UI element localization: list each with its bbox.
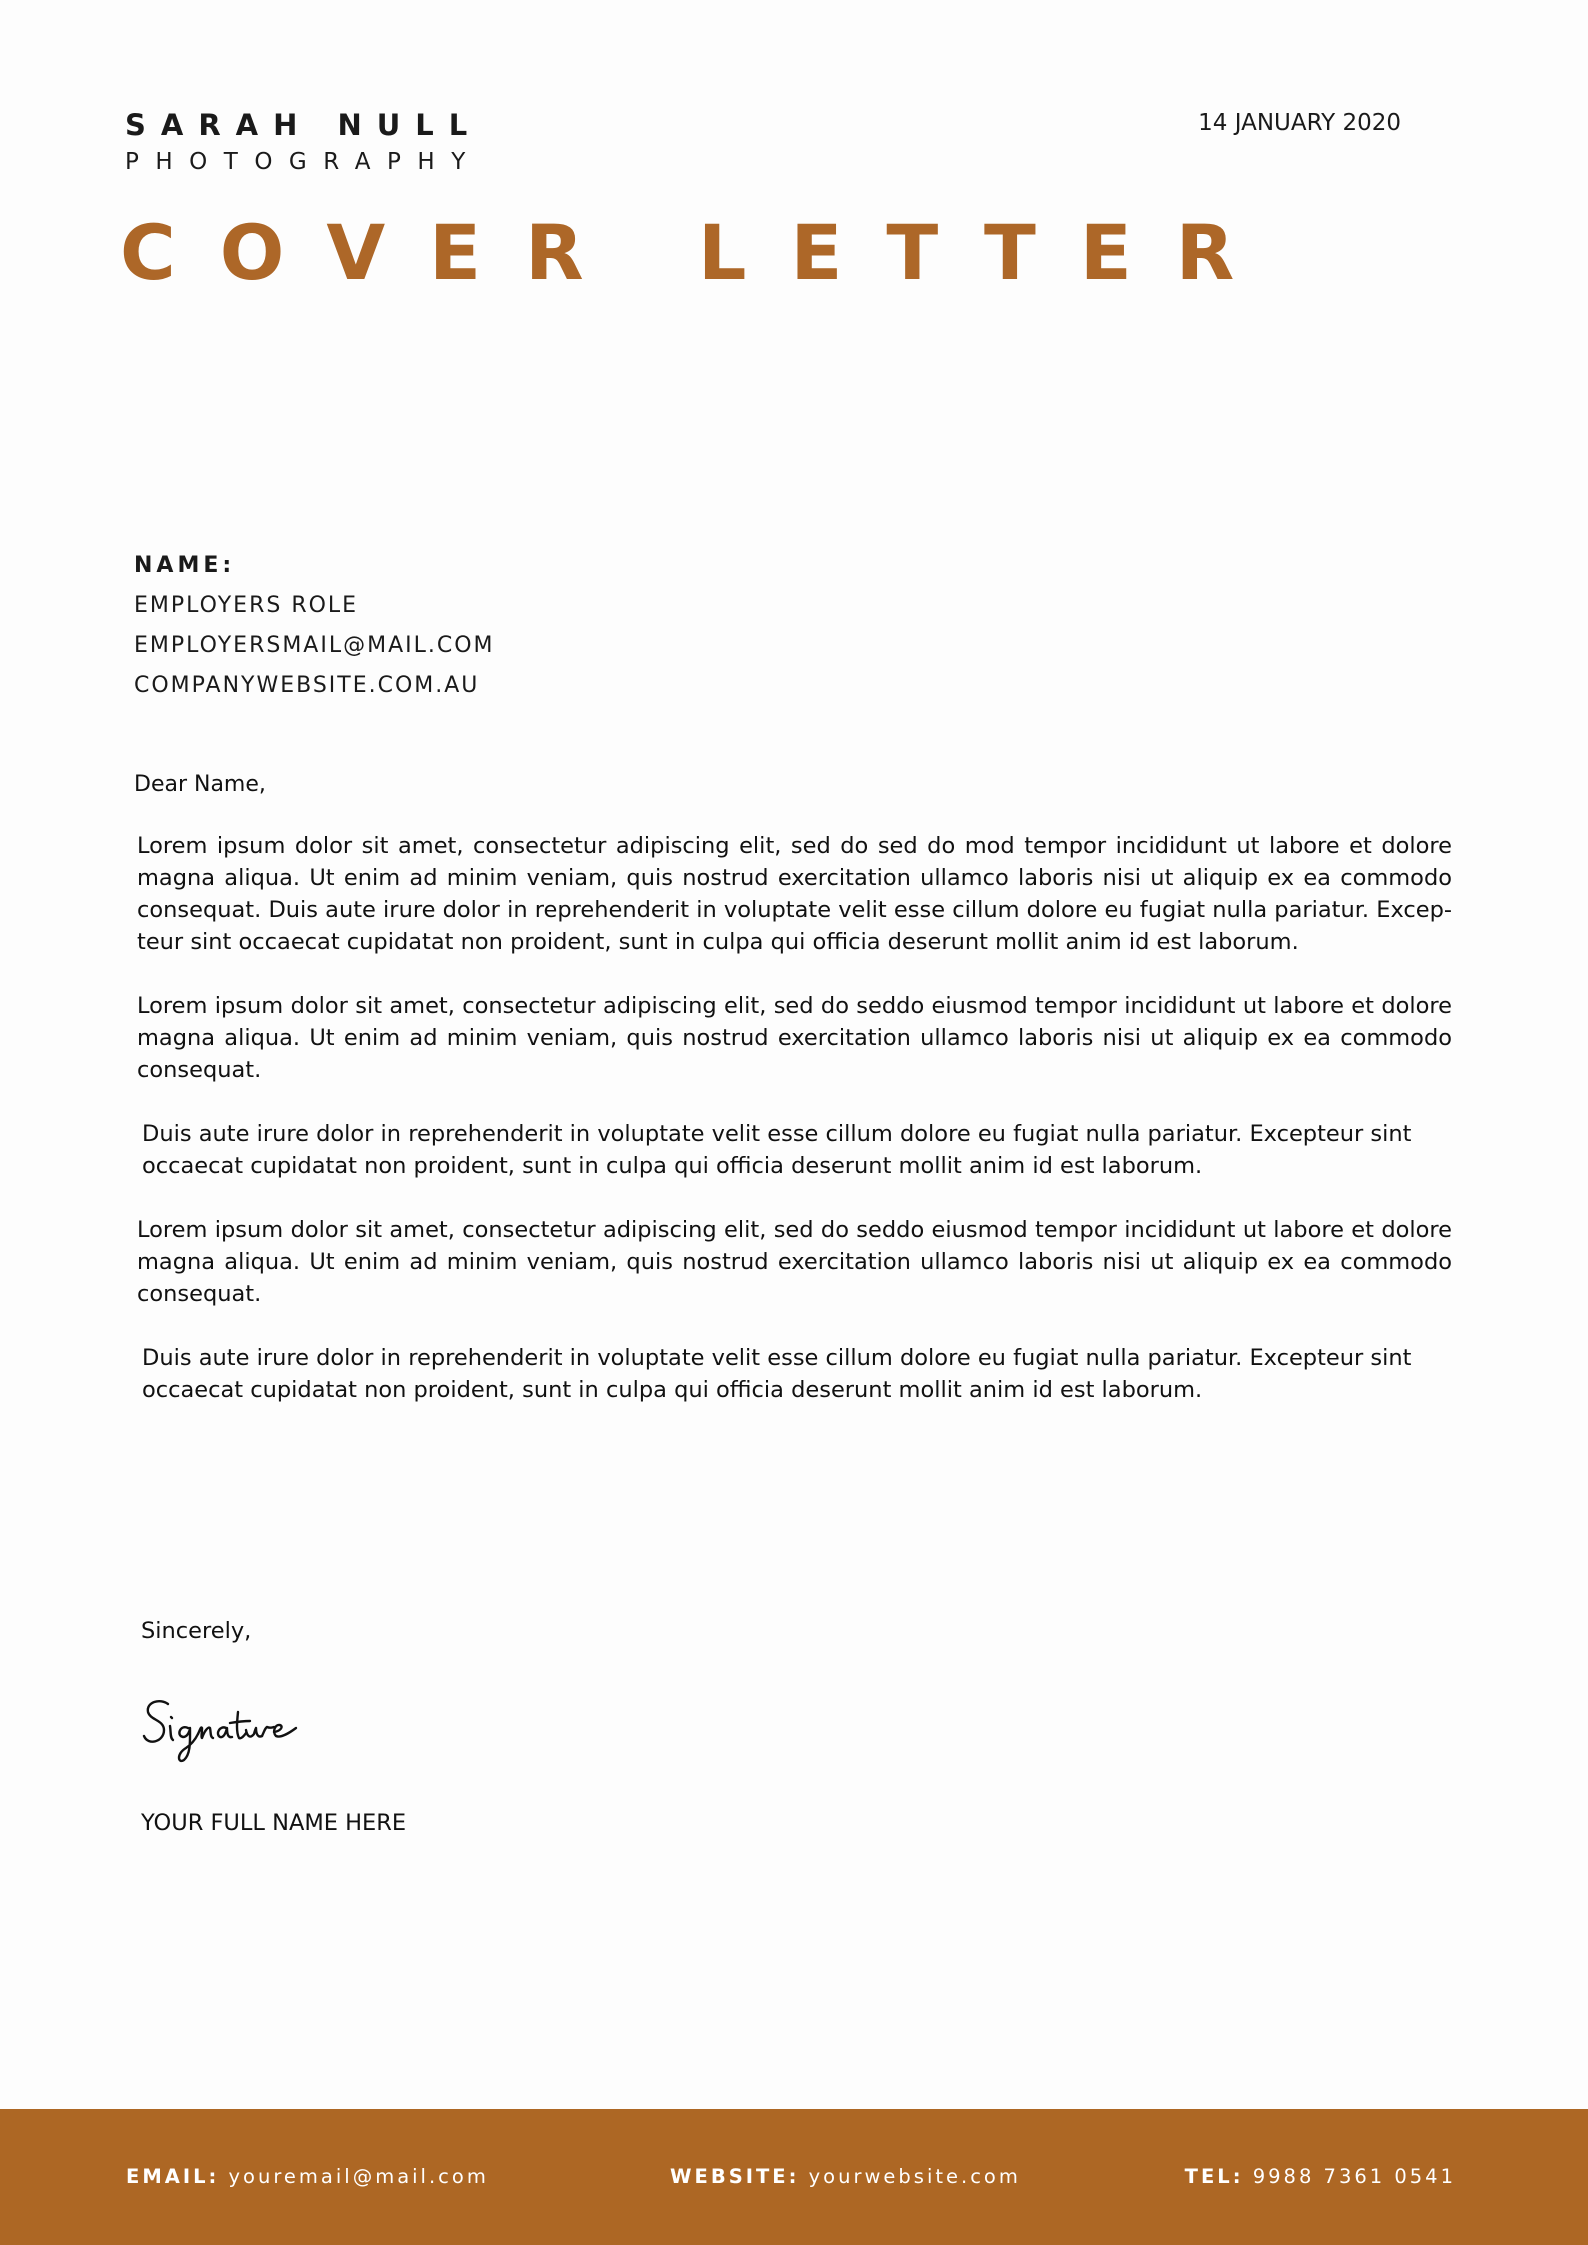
recipient-block [134, 552, 495, 712]
brand-name: SARAH NULL [125, 108, 483, 142]
closing: Sincerely, [141, 1618, 252, 1644]
body-paragraph: Duis aute irure dolor in reprehenderit in voluptate velit esse cillum dolore eu fugiat nulla pariatur. Excepteur sint occaecat cupidatat non proident, sunt in culpa qui officia deserunt mollit anim id est laborum. [142, 1345, 1412, 1403]
footer-bar [0, 2109, 1588, 2245]
recipient-name-label: NAME: [134, 553, 236, 578]
sender-full-name: YOUR FULL NAME HERE [141, 1810, 407, 1836]
page-title: COVER LETTER [120, 208, 1279, 297]
body-paragraph: Duis aute irure dolor in reprehenderit in voluptate velit esse cillum dolore eu fugiat nulla pariatur. Excepteur sint occaecat cupidatat non proident, sunt in culpa qui officia deserunt mollit anim id est laborum. [142, 1121, 1412, 1179]
footer-website-label: WEBSITE: [670, 2165, 800, 2188]
letter-body [137, 830, 1452, 1438]
body-paragraph: Lorem ipsum dolor sit amet, consectetur adipiscing elit, sed do sed do mod tempor incididunt ut labore et dolore magna aliqua. Ut enim ad minim veniam, quis nostrud exercitation ullamco laboris nisi ut aliquip ex ea commodo consequat. Duis aute irure dolor in reprehenderit in voluptate velit esse cillum dolore eu fugiat nulla pariatur. Excep-teur sint occaecat cupidatat non proident, sunt in culpa qui officia deserunt mollit anim id est laborum. [137, 833, 1452, 955]
recipient-role: EMPLOYERS ROLE [134, 593, 359, 618]
body-paragraph: Lorem ipsum dolor sit amet, consectetur adipiscing elit, sed do seddo eiusmod tempor incididunt ut labore et dolore magna aliqua. Ut enim ad minim veniam, quis nostrud exercitation ullamco laboris nisi ut aliquip ex ea commodo consequat. [137, 993, 1452, 1083]
footer-tel-value: 9988 7361 0541 [1252, 2165, 1456, 2188]
footer-tel-label: TEL: [1184, 2165, 1244, 2188]
footer-website [670, 2165, 1021, 2188]
letter-date: 14 JANUARY 2020 [1198, 110, 1401, 136]
footer-tel [1185, 2165, 1456, 2188]
recipient-email: EMPLOYERSMAIL@MAIL.COM [134, 633, 495, 658]
footer-email [126, 2165, 489, 2188]
handwritten-signature [140, 1690, 330, 1774]
footer-email-label: EMAIL: [126, 2165, 220, 2188]
body-paragraph: Lorem ipsum dolor sit amet, consectetur adipiscing elit, sed do seddo eiusmod tempor incididunt ut labore et dolore magna aliqua. Ut enim ad minim veniam, quis nostrud exercitation ullamco laboris nisi ut aliquip ex ea commodo consequat. [137, 1217, 1452, 1307]
footer-email-value: youremail@mail.com [228, 2165, 489, 2188]
footer-website-value: yourwebsite.com [808, 2165, 1021, 2188]
salutation: Dear Name, [134, 772, 266, 797]
recipient-website: COMPANYWEBSITE.COM.AU [134, 673, 480, 698]
brand-subtitle: PHOTOGRAPHY [125, 149, 482, 175]
